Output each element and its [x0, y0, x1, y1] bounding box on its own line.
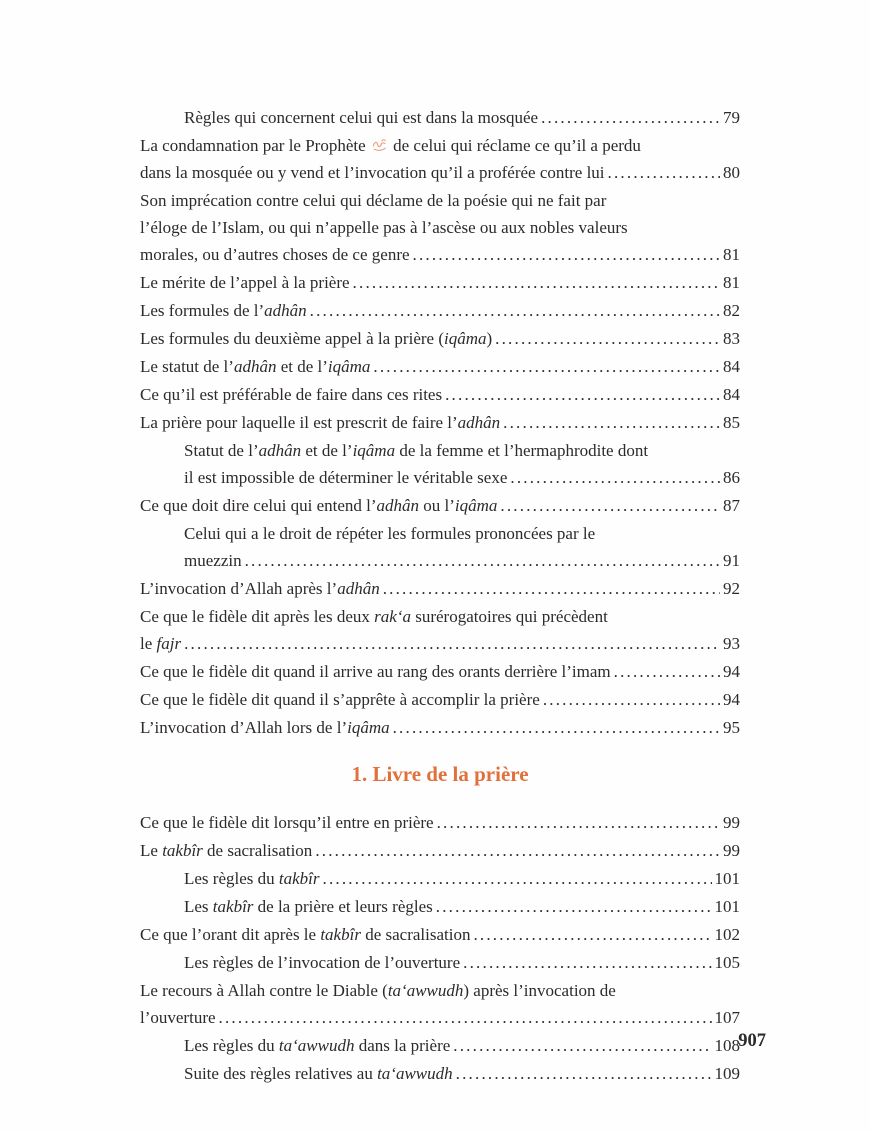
entry-page-number: 84	[723, 385, 740, 404]
toc-entry-line	[140, 686, 740, 713]
dot-leader	[456, 1060, 712, 1087]
entry-text: Les règles du takbîr	[184, 869, 320, 888]
toc-entry	[140, 353, 740, 380]
entry-text: l’ouverture	[140, 1008, 216, 1027]
toc-entry-line	[140, 837, 740, 864]
entry-text: Celui qui a le droit de répéter les formules prononcées par le	[184, 524, 596, 543]
dot-leader	[445, 381, 720, 408]
entry-text: La prière pour laquelle il est prescrit de faire l’adhân	[140, 413, 501, 432]
entry-text: il est impossible de déterminer le véritable sexe	[184, 468, 508, 487]
toc-entry-line	[140, 409, 740, 436]
entry-text: l’éloge de l’Islam, ou qui n’appelle pas à l’ascèse ou aux nobles valeurs	[140, 218, 628, 237]
entry-page-number: 93	[723, 634, 740, 653]
toc-entry-line	[184, 893, 740, 920]
entry-page-number: 94	[723, 662, 740, 681]
entry-page-number: 99	[723, 841, 740, 860]
dot-leader	[245, 547, 720, 574]
toc-entry-line	[184, 464, 740, 491]
entry-text: Son imprécation contre celui qui déclame de la poésie qui ne fait par	[140, 191, 607, 210]
dot-leader	[453, 1032, 711, 1059]
toc-entry	[140, 921, 740, 948]
dot-leader	[184, 630, 720, 657]
entry-page-number: 87	[723, 496, 740, 515]
page-number: 907	[738, 1031, 766, 1051]
entry-text: Le mérite de l’appel à la prière	[140, 273, 350, 292]
dot-leader	[310, 297, 720, 324]
toc-entry	[184, 893, 740, 920]
toc-entry	[184, 520, 740, 574]
entry-text: Les takbîr de la prière et leurs règles	[184, 897, 433, 916]
entry-text: Les règles du ta‘awwudh dans la prière	[184, 1036, 451, 1055]
toc-entry-line	[184, 865, 740, 892]
toc-entry	[140, 837, 740, 864]
entry-text: muezzin	[184, 551, 242, 570]
toc-entry-line	[184, 949, 740, 976]
toc-entry-line	[184, 520, 740, 547]
toc-entry-line	[140, 809, 740, 836]
entry-page-number: 92	[723, 579, 740, 598]
toc-entry	[140, 409, 740, 436]
entry-page-number: 85	[723, 413, 740, 432]
toc-entry	[184, 1032, 740, 1059]
entry-text: Statut de l’adhân et de l’iqâma de la femme et l’hermaphrodite dont	[184, 441, 649, 460]
entry-text: Les règles de l’invocation de l’ouverture	[184, 953, 461, 972]
toc-entry-line	[140, 630, 740, 657]
toc-entry-line	[140, 714, 740, 741]
entry-page-number: 94	[723, 690, 740, 709]
toc-entry	[140, 297, 740, 324]
toc-entry-line	[140, 269, 740, 296]
toc-entry-line	[140, 658, 740, 685]
entry-page-number: 81	[723, 245, 740, 264]
entry-text: Le statut de l’adhân et de l’iqâma	[140, 357, 371, 376]
entry-text: Ce que doit dire celui qui entend l’adhân ou l’iqâma	[140, 496, 498, 515]
dot-leader	[413, 241, 720, 268]
dot-leader	[323, 865, 712, 892]
toc-entry	[140, 381, 740, 408]
toc-entry-line	[140, 132, 740, 159]
dot-leader	[373, 353, 720, 380]
toc-entry	[140, 269, 740, 296]
toc-entry-line	[140, 921, 740, 948]
toc-entry-line	[140, 603, 740, 630]
dot-leader	[500, 492, 720, 519]
entry-page-number: 80	[723, 163, 740, 182]
entry-text: L’invocation d’Allah après l’adhân	[140, 579, 380, 598]
entry-text: le fajr	[140, 634, 182, 653]
entry-text: L’invocation d’Allah lors de l’iqâma	[140, 718, 390, 737]
toc-entry	[140, 686, 740, 713]
entry-text: Ce que le fidèle dit quand il arrive au rang des orants derrière l’imam	[140, 662, 611, 681]
toc-entry	[140, 658, 740, 685]
entry-text: Ce que le fidèle dit quand il s’apprête à accomplir la prière	[140, 690, 540, 709]
entry-text: Ce que le fidèle dit lorsqu’il entre en prière	[140, 813, 434, 832]
dot-leader	[437, 809, 720, 836]
entry-text: Le takbîr de sacralisation	[140, 841, 313, 860]
dot-leader	[353, 269, 720, 296]
toc-entry	[140, 492, 740, 519]
toc-entry-line	[184, 1032, 740, 1059]
entry-page-number: 86	[723, 468, 740, 487]
toc-entry-line	[140, 159, 740, 186]
entry-page-number: 79	[723, 108, 740, 127]
entry-text: Règles qui concernent celui qui est dans la mosquée	[184, 108, 539, 127]
entry-page-number: 83	[723, 329, 740, 348]
toc-entry	[140, 132, 740, 186]
entry-page-number: 95	[723, 718, 740, 737]
entry-text: morales, ou d’autres choses de ce genre	[140, 245, 410, 264]
entry-text: Le recours à Allah contre le Diable (ta‘awwudh) après l’invocation de	[140, 981, 616, 1000]
toc-entry	[184, 949, 740, 976]
toc-entry	[140, 714, 740, 741]
entry-page-number: 81	[723, 273, 740, 292]
toc-entry-line	[140, 1004, 740, 1031]
dot-leader	[383, 575, 720, 602]
toc-entry	[184, 104, 740, 131]
toc-entry-line	[184, 104, 740, 131]
dot-leader	[503, 409, 720, 436]
dot-leader	[510, 464, 720, 491]
entry-page-number: 102	[714, 925, 740, 944]
dot-leader	[473, 921, 711, 948]
entry-text: Ce que l’orant dit après le takbîr de sacralisation	[140, 925, 471, 944]
toc-entry-line	[140, 325, 740, 352]
toc-entry-line	[184, 547, 740, 574]
dot-leader	[315, 837, 720, 864]
dot-leader	[608, 159, 720, 186]
entry-page-number: 91	[723, 551, 740, 570]
prophet-blessing-icon	[372, 138, 387, 152]
toc-entry	[140, 809, 740, 836]
toc-entry-line	[140, 187, 740, 214]
entry-text: Les formules du deuxième appel à la prière (iqâma)	[140, 329, 493, 348]
toc-entry	[140, 575, 740, 602]
toc-entry-line	[140, 353, 740, 380]
toc-entry-line	[140, 214, 740, 241]
dot-leader	[543, 686, 720, 713]
entry-page-number: 108	[714, 1036, 740, 1055]
dot-leader	[541, 104, 720, 131]
entry-page-number: 82	[723, 301, 740, 320]
entry-page-number: 84	[723, 357, 740, 376]
toc-entry	[184, 437, 740, 491]
dot-leader	[614, 658, 720, 685]
entry-page-number: 99	[723, 813, 740, 832]
entry-page-number: 109	[714, 1064, 740, 1083]
toc-entry-line	[140, 241, 740, 268]
toc-entry	[140, 603, 740, 657]
dot-leader	[436, 893, 712, 920]
entry-page-number: 101	[714, 869, 740, 888]
toc-entry-line	[140, 297, 740, 324]
entry-text: Ce qu’il est préférable de faire dans ces rites	[140, 385, 443, 404]
dot-leader	[495, 325, 720, 352]
entry-text: Suite des règles relatives au ta‘awwudh	[184, 1064, 453, 1083]
toc-entry-line	[184, 1060, 740, 1087]
toc-entry-line	[140, 575, 740, 602]
toc-entry-line	[140, 977, 740, 1004]
toc-entry	[140, 977, 740, 1031]
dot-leader	[463, 949, 711, 976]
toc-entry-line	[140, 381, 740, 408]
section-heading: 1. Livre de la prière	[351, 762, 529, 786]
toc-entry	[140, 325, 740, 352]
entry-text: dans la mosquée ou y vend et l’invocation qu’il a proférée contre lui	[140, 163, 605, 182]
dot-leader	[393, 714, 720, 741]
entry-text: Les formules de l’adhân	[140, 301, 307, 320]
table-of-contents	[140, 104, 740, 1087]
toc-entry-line	[140, 492, 740, 519]
toc-entry	[184, 1060, 740, 1087]
entry-page-number: 107	[714, 1008, 740, 1027]
dot-leader	[219, 1004, 712, 1031]
toc-entry-line	[184, 437, 740, 464]
toc-entry	[140, 187, 740, 268]
toc-entry	[184, 865, 740, 892]
entry-page-number: 105	[714, 953, 740, 972]
entry-text: La condamnation par le Prophète de celui qui réclame ce qu’il a perdu	[140, 136, 641, 155]
entry-text: Ce que le fidèle dit après les deux rak‘a surérogatoires qui précèdent	[140, 607, 608, 626]
entry-page-number: 101	[714, 897, 740, 916]
